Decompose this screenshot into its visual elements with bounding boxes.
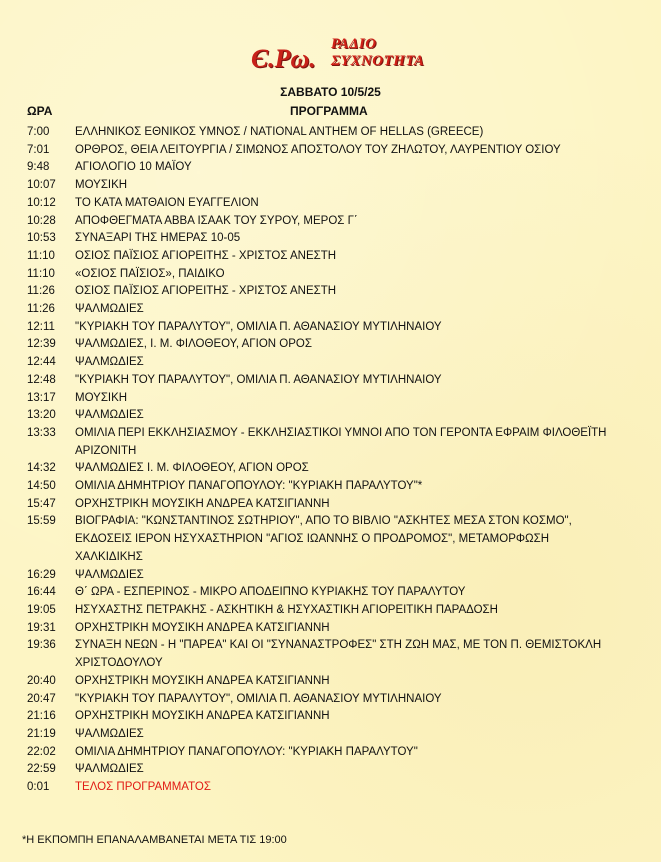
schedule-time: 12:44 xyxy=(27,356,56,369)
schedule-time: 10:12 xyxy=(27,196,56,209)
schedule-row xyxy=(27,283,647,301)
schedule-program: "ΚΥΡΙΑΚΗ ΤΟΥ ΠΑΡΑΛΥΤΟΥ", ΟΜΙΛΙΑ Π. ΑΘΑΝΑΣΙΟΥ ΜΥΤΙΛΗΝΑΙΟΥ xyxy=(75,373,442,386)
schedule-row xyxy=(27,213,647,231)
schedule-time xyxy=(27,655,75,673)
schedule-program: ΟΡΧΗΣΤΡΙΚΗ ΜΟΥΣΙΚΗ ΑΝΔΡΕΑ ΚΑΤΣΙΓΙΑΝΝΗ xyxy=(75,674,330,687)
schedule-program: ΨΑΛΜΩΔΙΕΣ xyxy=(75,356,144,369)
schedule-row xyxy=(27,177,647,195)
schedule-program: Θ΄ ΩΡΑ - ΕΣΠΕΡΙΝΟΣ - ΜΙΚΡΟ ΑΠΟΔΕΙΠΝΟ ΚΥΡΙΑΚΗΣ ΤΟΥ ΠΑΡΑΛΥΤΟΥ xyxy=(75,586,466,599)
schedule-program: ΤΟ ΚΑΤΑ ΜΑΤΘΑΙΟΝ ΕΥΑΓΓΕΛΙΟΝ xyxy=(75,196,259,209)
schedule-row xyxy=(27,142,647,160)
schedule-row xyxy=(27,195,647,213)
schedule-row xyxy=(27,567,647,585)
schedule-time: 22:02 xyxy=(27,745,56,758)
schedule-time: 19:05 xyxy=(27,603,56,616)
schedule-program: ΨΑΛΜΩΔΙΕΣ xyxy=(75,568,144,581)
schedule-row xyxy=(27,354,647,372)
schedule-time: 19:36 xyxy=(27,639,56,652)
schedule-date: ΣΑΒΒΑΤΟ 10/5/25 xyxy=(280,85,381,99)
schedule-program: ΟΡΘΡΟΣ, ΘΕΙΑ ΛΕΙΤΟΥΡΓΙΑ / ΣΙΜΩΝΟΣ ΑΠΟΣΤΟΛΟΥ ΤΟΥ ΖΗΛΩΤΟΥ, ΛΑΥΡΕΝΤΙΟΥ ΟΣΙΟΥ xyxy=(75,143,561,156)
time-column-header: ΩΡΑ xyxy=(27,104,53,118)
schedule-list xyxy=(27,124,647,797)
schedule-time: 14:32 xyxy=(27,462,56,475)
schedule-time: 16:44 xyxy=(27,586,56,599)
schedule-time: 20:47 xyxy=(27,692,56,705)
schedule-program: ΟΡΧΗΣΤΡΙΚΗ ΜΟΥΣΙΚΗ ΑΝΔΡΕΑ ΚΑΤΣΙΓΙΑΝΝΗ xyxy=(75,497,330,510)
schedule-time: 16:29 xyxy=(27,568,56,581)
schedule-program: «ΟΣΙΟΣ ΠΑΪΣΙΟΣ», ΠΑΙΔΙΚΟ xyxy=(75,267,225,280)
schedule-row xyxy=(27,726,647,744)
schedule-row xyxy=(27,301,647,319)
schedule-time: 11:26 xyxy=(27,285,55,298)
schedule-row xyxy=(27,584,647,602)
schedule-row-continuation xyxy=(27,443,647,461)
schedule-row xyxy=(27,319,647,337)
schedule-row xyxy=(27,673,647,691)
schedule-program: ΑΓΙΟΛΟΓΙΟ 10 ΜΑΪΟΥ xyxy=(75,161,192,174)
schedule-time xyxy=(27,531,75,549)
schedule-row xyxy=(27,124,647,142)
schedule-program: ΟΜΙΛΙΑ ΔΗΜΗΤΡΙΟΥ ΠΑΝΑΓΟΠΟΥΛΟΥ: "ΚΥΡΙΑΚΗ ΠΑΡΑΛΥΤΟΥ"* xyxy=(75,480,423,493)
schedule-row xyxy=(27,372,647,390)
schedule-program: ΨΑΛΜΩΔΙΕΣ xyxy=(75,409,144,422)
schedule-row xyxy=(27,390,647,408)
schedule-row xyxy=(27,230,647,248)
schedule-row xyxy=(27,478,647,496)
schedule-time: 13:20 xyxy=(27,409,56,422)
schedule-time: 7:00 xyxy=(27,126,50,138)
schedule-time: 14:50 xyxy=(27,480,56,493)
schedule-program: ΧΡΙΣΤΟΔΟΥΛΟΥ xyxy=(75,657,163,670)
schedule-time: 11:10 xyxy=(27,249,55,262)
schedule-program: ΗΣΥΧΑΣΤΗΣ ΠΕΤΡΑΚΗΣ - ΑΣΚΗΤΙΚΗ & ΗΣΥΧΑΣΤΙΚΗ ΑΓΙΟΡΕΙΤΙΚΗ ΠΑΡΑΔΟΣΗ xyxy=(75,603,498,616)
logo-main-text: Є.Ρω. xyxy=(251,44,316,73)
program-column-header: ΠΡΟΓΡΑΜΜΑ xyxy=(290,104,368,118)
schedule-time: 10:28 xyxy=(27,214,56,227)
schedule-row xyxy=(27,637,647,655)
schedule-program: ΨΑΛΜΩΔΙΕΣ xyxy=(75,727,144,740)
schedule-time: 15:59 xyxy=(27,515,56,528)
schedule-time: 13:33 xyxy=(27,426,56,439)
schedule-row xyxy=(27,744,647,762)
logo-subtitle xyxy=(331,36,424,70)
schedule-time: 20:40 xyxy=(27,674,56,687)
schedule-row xyxy=(27,761,647,779)
schedule-row xyxy=(27,496,647,514)
schedule-time: 11:10 xyxy=(27,267,55,280)
schedule-row xyxy=(27,513,647,531)
schedule-time xyxy=(27,443,75,461)
schedule-program: ΑΠΟΦΘΕΓΜΑΤΑ ΑΒΒΑ ΙΣΑΑΚ ΤΟΥ ΣΥΡΟΥ, ΜΕΡΟΣ Γ΄ xyxy=(75,214,358,227)
schedule-time: 7:01 xyxy=(27,143,50,156)
schedule-row xyxy=(27,425,647,443)
schedule-row xyxy=(27,266,647,284)
schedule-row xyxy=(27,159,647,177)
schedule-row-continuation xyxy=(27,655,647,673)
schedule-row-continuation xyxy=(27,531,647,549)
schedule-program: ΟΜΙΛΙΑ ΠΕΡΙ ΕΚΚΛΗΣΙΑΣΜΟΥ - ΕΚΚΛΗΣΙΑΣΤΙΚΟΙ ΥΜΝΟΙ ΑΠΟ ΤΟΝ ΓΕΡΟΝΤΑ ΕΦΡΑΙΜ ΦΙΛΟΘΕΪΤΗ xyxy=(75,426,607,439)
schedule-program: ΕΛΛΗΝΙΚΟΣ ΕΘΝΙΚΟΣ ΥΜΝΟΣ / NATIONAL ANTHEM OF HELLAS (GREECE) xyxy=(75,126,484,138)
schedule-row xyxy=(27,691,647,709)
schedule-time: 12:11 xyxy=(27,320,55,333)
schedule-row xyxy=(27,620,647,638)
schedule-time: 10:07 xyxy=(27,179,56,192)
schedule-row xyxy=(27,407,647,425)
schedule-program: "ΚΥΡΙΑΚΗ ΤΟΥ ΠΑΡΑΛΥΤΟΥ", ΟΜΙΛΙΑ Π. ΑΘΑΝΑΣΙΟΥ ΜΥΤΙΛΗΝΑΙΟΥ xyxy=(75,692,442,705)
schedule-program: ΟΡΧΗΣΤΡΙΚΗ ΜΟΥΣΙΚΗ ΑΝΔΡΕΑ ΚΑΤΣΙΓΙΑΝΝΗ xyxy=(75,621,330,634)
schedule-time: 10:53 xyxy=(27,232,56,245)
schedule-program: ΒΙΟΓΡΑΦΙΑ: "ΚΩΝΣΤΑΝΤΙΝΟΣ ΣΩΤΗΡΙΟΥ", ΑΠΟ ΤΟ ΒΙΒΛΙΟ "ΑΣΚΗΤΕΣ ΜΕΣΑ ΣΤΟΝ ΚΟΣΜΟ", xyxy=(75,515,572,528)
schedule-program: ΧΑΛΚΙΔΙΚΗΣ xyxy=(75,550,143,563)
schedule-program: ΣΥΝΑΞΑΡΙ ΤΗΣ ΗΜΕΡΑΣ 10-05 xyxy=(75,232,241,245)
schedule-program: "ΚΥΡΙΑΚΗ ΤΟΥ ΠΑΡΑΛΥΤΟΥ", ΟΜΙΛΙΑ Π. ΑΘΑΝΑΣΙΟΥ ΜΥΤΙΛΗΝΑΙΟΥ xyxy=(75,320,442,333)
schedule-program: ΑΡΙΖΟΝΙΤΗ xyxy=(75,444,137,457)
schedule-time: 11:26 xyxy=(27,303,55,316)
schedule-program: ΟΣΙΟΣ ΠΑΪΣΙΟΣ ΑΓΙΟΡΕΙΤΗΣ - ΧΡΙΣΤΟΣ ΑΝΕΣΤΗ xyxy=(75,285,337,298)
schedule-program: ΜΟΥΣΙΚΗ xyxy=(75,391,128,404)
footnote: *Η ΕΚΠΟΜΠΗ ΕΠΑΝΑΛΑΜΒΑΝΕΤΑΙ ΜΕΤΑ ΤΙΣ 19:00 xyxy=(22,834,287,846)
schedule-time: 0:01 xyxy=(27,781,50,794)
schedule-program: ΟΜΙΛΙΑ ΔΗΜΗΤΡΙΟΥ ΠΑΝΑΓΟΠΟΥΛΟΥ: "ΚΥΡΙΑΚΗ ΠΑΡΑΛΥΤΟΥ" xyxy=(75,745,418,758)
schedule-program: ΟΡΧΗΣΤΡΙΚΗ ΜΟΥΣΙΚΗ ΑΝΔΡΕΑ ΚΑΤΣΙΓΙΑΝΝΗ xyxy=(75,710,330,723)
schedule-program: ΤΕΛΟΣ ΠΡΟΓΡΑΜΜΑΤΟΣ xyxy=(75,781,211,794)
schedule-program: ΟΣΙΟΣ ΠΑΪΣΙΟΣ ΑΓΙΟΡΕΙΤΗΣ - ΧΡΙΣΤΟΣ ΑΝΕΣΤΗ xyxy=(75,249,337,262)
schedule-row xyxy=(27,248,647,266)
logo-subtitle-line2: ΣΥΧΝΟΤΗΤΑ xyxy=(331,53,425,69)
schedule-time: 13:17 xyxy=(27,391,56,404)
schedule-program: ΨΑΛΜΩΔΙΕΣ, Ι. Μ. ΦΙΛΟΘΕΟΥ, ΑΓΙΟΝ ΟΡΟΣ xyxy=(75,338,312,351)
schedule-row xyxy=(27,460,647,478)
schedule-time: 19:31 xyxy=(27,621,56,634)
schedule-row xyxy=(27,336,647,354)
schedule-time: 12:48 xyxy=(27,373,56,386)
schedule-time: 15:47 xyxy=(27,497,56,510)
schedule-program: ΨΑΛΜΩΔΙΕΣ Ι. Μ. ΦΙΛΟΘΕΟΥ, ΑΓΙΟΝ ΟΡΟΣ xyxy=(75,462,309,475)
station-logo xyxy=(251,36,451,86)
logo-subtitle-line1: ΡΑΔΙΟ xyxy=(331,36,377,52)
schedule-row xyxy=(27,779,647,797)
schedule-time: 21:16 xyxy=(27,710,56,723)
schedule-program: ΣΥΝΑΞΗ ΝΕΩΝ - Η "ΠΑΡΕΑ" ΚΑΙ ΟΙ "ΣΥΝΑΝΑΣΤΡΟΦΕΣ" ΣΤΗ ΖΩΗ ΜΑΣ, ΜΕ ΤΟΝ Π. ΘΕΜΙΣΤΟΚΛΗ xyxy=(75,639,602,652)
schedule-time xyxy=(27,549,75,567)
schedule-program: ΨΑΛΜΩΔΙΕΣ xyxy=(75,763,144,776)
schedule-time: 21:19 xyxy=(27,727,56,740)
schedule-row xyxy=(27,602,647,620)
schedule-time: 22:59 xyxy=(27,763,56,776)
schedule-time: 9:48 xyxy=(27,161,50,174)
schedule-program: ΨΑΛΜΩΔΙΕΣ xyxy=(75,303,144,316)
schedule-time: 12:39 xyxy=(27,338,56,351)
schedule-row-continuation xyxy=(27,549,647,567)
schedule-program: ΜΟΥΣΙΚΗ xyxy=(75,179,128,192)
schedule-program: ΕΚΔΟΣΕΙΣ ΙΕΡΟΝ ΗΣΥΧΑΣΤΗΡΙΟΝ "ΑΓΙΟΣ ΙΩΑΝΝΗΣ Ο ΠΡΟΔΡΟΜΟΣ", ΜΕΤΑΜΟΡΦΩΣΗ xyxy=(75,533,550,546)
schedule-row xyxy=(27,708,647,726)
